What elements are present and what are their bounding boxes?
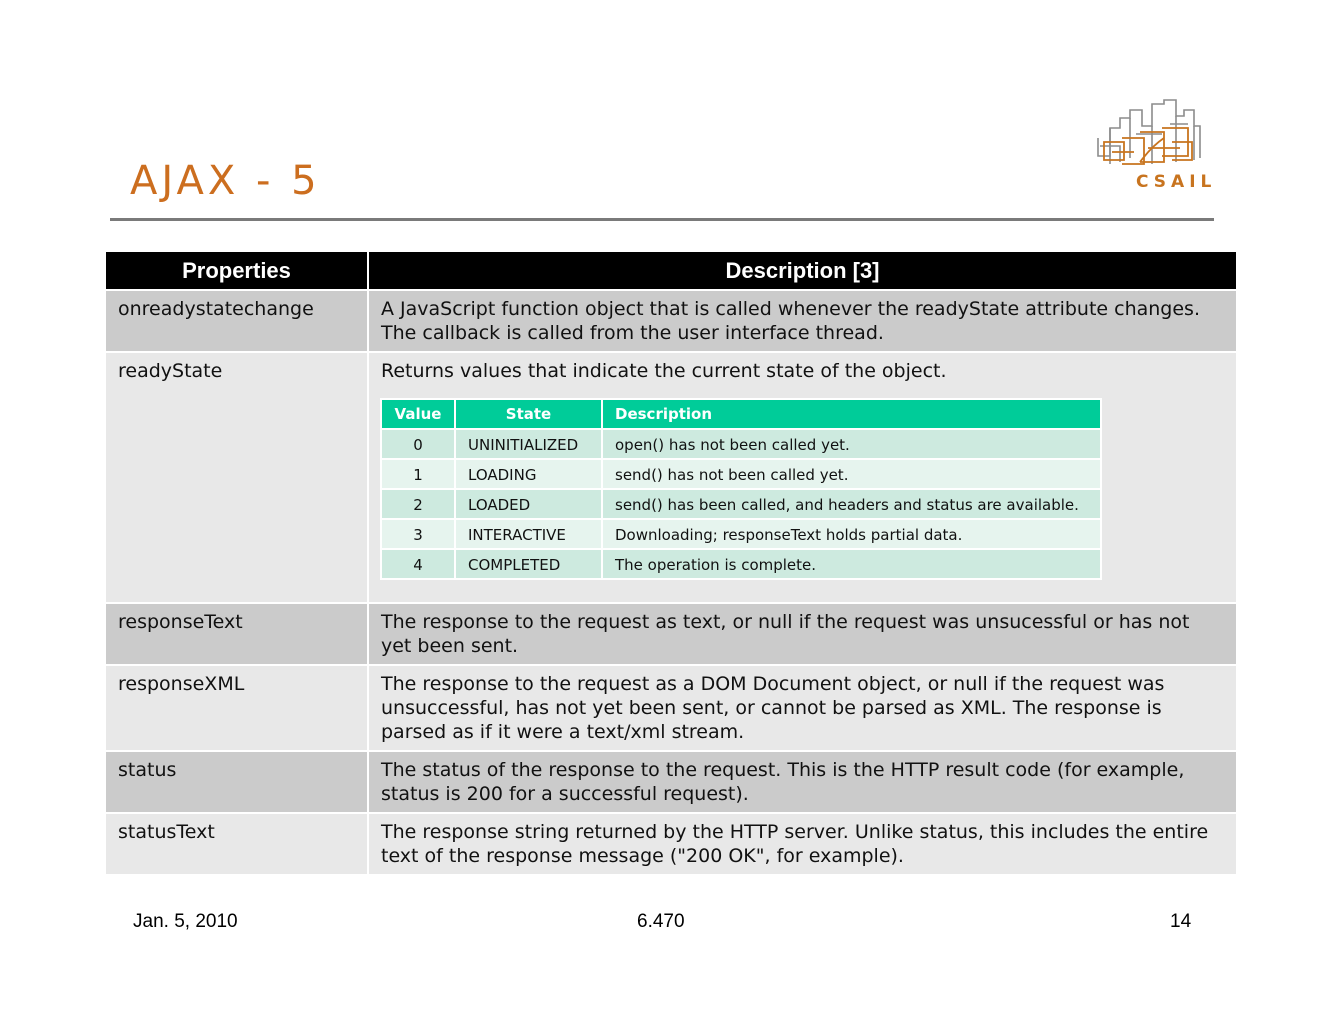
state-value: 2	[381, 489, 455, 519]
table-row	[106, 290, 1236, 352]
property-description: The response string returned by the HTTP server. Unlike status, this includes the entire text of the response message ("200 OK", for example).	[368, 813, 1236, 874]
state-value: 3	[381, 519, 455, 549]
state-header-value: Value	[381, 399, 455, 429]
state-header-state: State	[455, 399, 602, 429]
state-value: 1	[381, 459, 455, 489]
table-row	[106, 603, 1236, 665]
property-name: responseXML	[106, 665, 368, 751]
table-row	[106, 665, 1236, 751]
footer-date: Jan. 5, 2010	[133, 911, 238, 932]
state-description: open() has not been called yet.	[602, 429, 1101, 459]
property-name: responseText	[106, 603, 368, 665]
footer-course: 6.470	[637, 911, 685, 932]
state-name: LOADED	[455, 489, 602, 519]
title-divider	[110, 218, 1214, 221]
state-row	[381, 489, 1101, 519]
footer-page-number: 14	[1170, 911, 1192, 932]
state-header-description: Description	[602, 399, 1101, 429]
properties-table	[106, 252, 1236, 874]
state-description: The operation is complete.	[602, 549, 1101, 579]
slide-title: AJAX - 5	[130, 158, 321, 204]
table-row	[106, 352, 1236, 603]
state-row	[381, 519, 1101, 549]
state-row	[381, 429, 1101, 459]
state-value: 0	[381, 429, 455, 459]
property-name: statusText	[106, 813, 368, 874]
table-header-row	[106, 252, 1236, 290]
state-row	[381, 459, 1101, 489]
property-description: A JavaScript function object that is called whenever the readyState attribute changes. The callback is called from the user interface thread.	[368, 290, 1236, 352]
state-description: send() has not been called yet.	[602, 459, 1101, 489]
state-header-row	[381, 399, 1101, 429]
state-name: UNINITIALIZED	[455, 429, 602, 459]
property-description: The status of the response to the request. This is the HTTP result code (for example, status is 200 for a successful request).	[368, 751, 1236, 813]
state-row	[381, 549, 1101, 579]
csail-logo	[1092, 98, 1218, 194]
property-description: Returns values that indicate the current state of the object.	[381, 360, 947, 382]
state-description: send() has been called, and headers and status are available.	[602, 489, 1101, 519]
state-description: Downloading; responseText holds partial data.	[602, 519, 1101, 549]
property-description: The response to the request as a DOM Document object, or null if the request was unsuccessful, has not yet been sent, or cannot be parsed as XML. The response is parsed as if it were a text/xml stream.	[368, 665, 1236, 751]
property-description-cell	[368, 352, 1236, 603]
table-row	[106, 813, 1236, 874]
property-name: readyState	[106, 352, 368, 603]
state-name: LOADING	[455, 459, 602, 489]
state-name: COMPLETED	[455, 549, 602, 579]
logo-text: CSAIL	[1136, 172, 1217, 192]
header-properties: Properties	[106, 252, 368, 290]
ready-state-table	[380, 398, 1102, 580]
property-description: The response to the request as text, or null if the request was unsucessful or has not yet been sent.	[368, 603, 1236, 665]
property-name: onreadystatechange	[106, 290, 368, 352]
header-description: Description [3]	[368, 252, 1236, 290]
property-name: status	[106, 751, 368, 813]
table-row	[106, 751, 1236, 813]
state-name: INTERACTIVE	[455, 519, 602, 549]
state-value: 4	[381, 549, 455, 579]
